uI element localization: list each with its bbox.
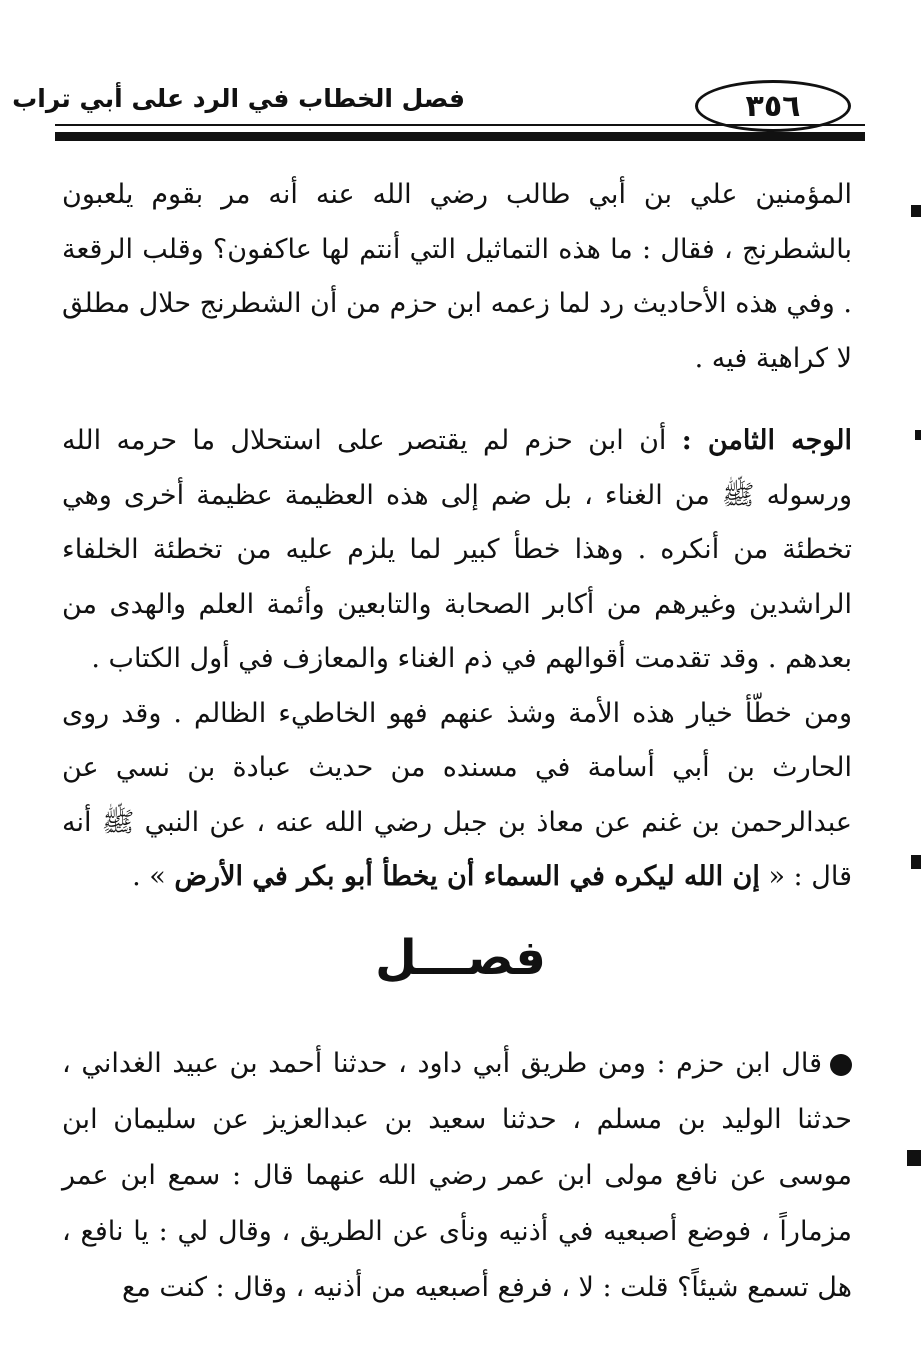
scan-edge-mark	[911, 205, 921, 217]
main-text-2	[62, 1036, 852, 1316]
bullet-icon	[830, 1054, 852, 1076]
paragraph-2	[62, 414, 852, 687]
section-heading: فصـــل	[375, 930, 546, 986]
header-rule-thick	[55, 132, 865, 141]
running-title: فصل الخطاب في الرد على أبي تراب	[12, 84, 465, 113]
paragraph-2-text: أن ابن حزم لم يقتصر على استحلال ما حرمه الله ورسوله ﷺ من الغناء ، بل ضم إلى هذه العظيمة عظيمة أخرى وهي تخطئة من أنكره . وهذا خطأ كبير لما يلزم عليه من تخطئة الخلفاء الراشدين وغيرهم من أكابر الصحابة والتابعين وأئمة العلم والهدى من بعدهم . وقد تقدمت أقوالهم في ذم الغناء والمعازف في أول الكتاب .	[62, 425, 852, 674]
scan-edge-mark	[907, 1150, 921, 1166]
paragraph-3-pre: ومن خطّأ خيار هذه الأمة وشذ عنهم فهو الخاطيء الظالم . وقد روى الحارث بن أبي أسامة في مسنده من حديث عبادة بن نسي عن عبدالرحمن بن غنم عن معاذ بن جبل رضي الله عنه ، عن النبي ﷺ أنه قال : «	[62, 697, 852, 892]
paragraph-2-lead: الوجه الثامن :	[681, 425, 852, 456]
paragraph-3-post: » .	[132, 861, 175, 892]
paragraph-1: المؤمنين علي بن أبي طالب رضي الله عنه أنه مر بقوم يلعبون بالشطرنج ، فقال : ما هذه التماثيل التي أنتم لها عاكفون؟ وقلب الرقعة . وفي هذه الأحاديث رد لما زعمه ابن حزم من أن الشطرنج حلال مطلق لا كراهية فيه .	[62, 179, 852, 374]
hadith-quote: إن الله ليكره في السماء أن يخطأ أبو بكر في الأرض	[174, 861, 760, 892]
page-header	[12, 72, 865, 152]
paragraph-3	[62, 687, 852, 905]
paragraph-4-text: قال ابن حزم : ومن طريق أبي داود ، حدثنا أحمد بن عبيد الغداني ، حدثنا الوليد بن مسلم ، حدثنا سعيد بن عبدالعزيز عن سليمان ابن موسى عن نافع مولى ابن عمر رضي الله عنهما قال : سمع ابن عمر مزماراً ، فوضع أصبعيه في أذنيه ونأى عن الطريق ، وقال لي : يا نافع ، هل تسمع شيئاً؟ قلت : لا ، فرفع أصبعيه من أذنيه ، وقال : كنت مع	[62, 1048, 852, 1303]
main-text	[62, 168, 852, 905]
paragraph-4	[62, 1036, 852, 1316]
scan-edge-mark	[915, 430, 921, 440]
page-number: ٣٥٦	[695, 80, 851, 132]
scan-edge-mark	[911, 855, 921, 869]
header-rule-thin	[55, 124, 865, 126]
